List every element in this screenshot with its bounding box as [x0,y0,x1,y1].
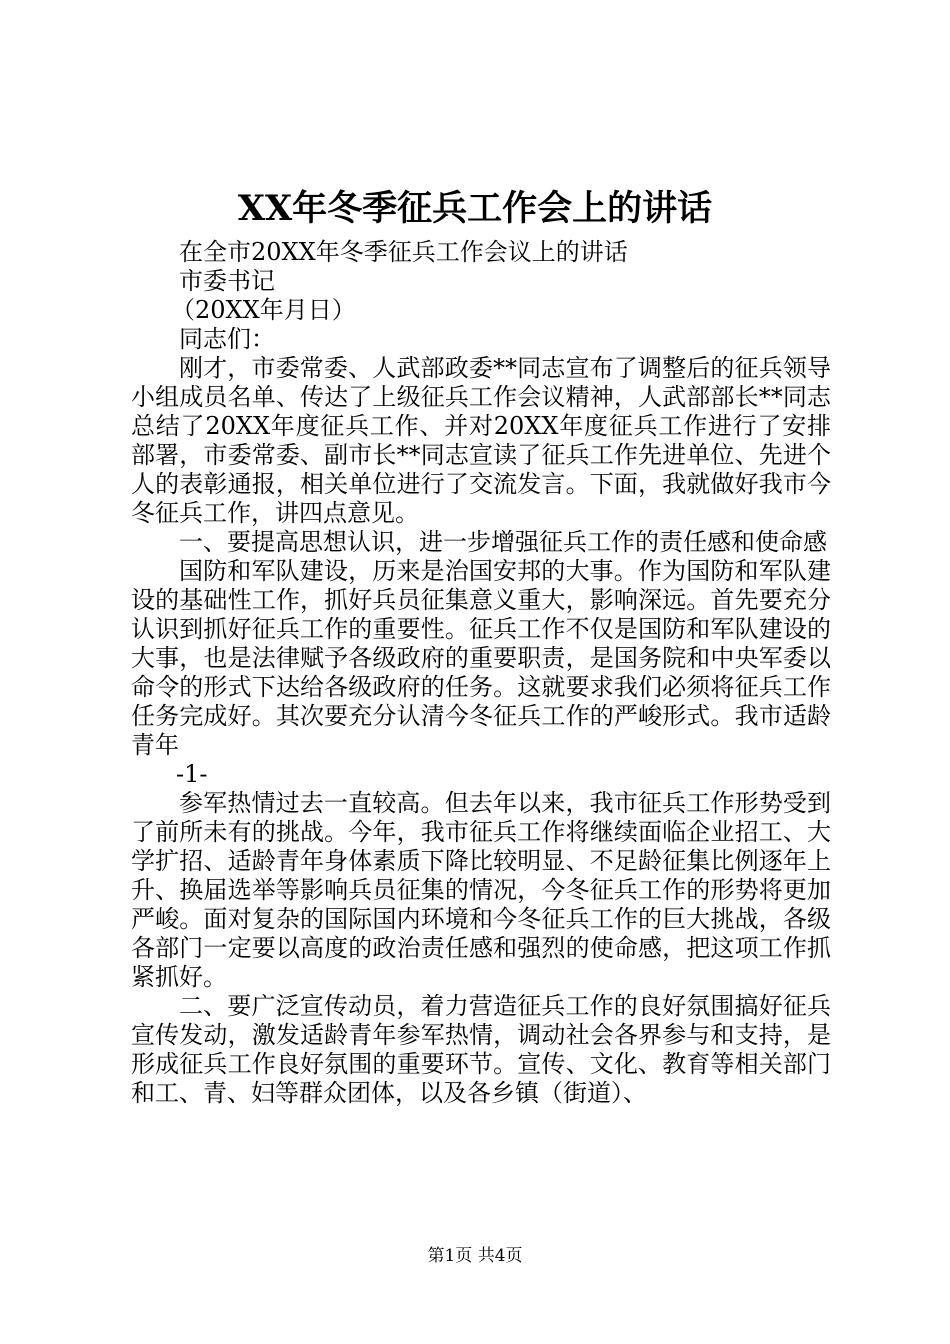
paragraph-section-1-cont: 参军热情过去一直较高。但去年以来，我市征兵工作形势受到了前所未有的挑战。今年，我市征兵工作将继续面临企业招工、大学扩招、适龄青年身体素质下降比较明显、不足龄征集比例逐年上升、换届选举等影响兵员征集的情况，今冬征兵工作的形势将更加严峻。面对复杂的国际国内环境和今冬征兵工作的巨大挑战，各级各部门一定要以高度的政治责任感和强烈的使命感，把这项工作抓紧抓好。 [131,789,831,991]
section-heading-2: 二、要广泛宣传动员，着力营造征兵工作的良好氛围搞好征兵宣传发动，激发适龄青年参军热情，调动社会各界参与和支持，是形成征兵工作良好氛围的重要环节。宣传、文化、教育等相关部门和工、青、妇等群众团体，以及各乡镇（街道）、 [131,992,831,1107]
page-marker: -1- [176,760,208,788]
speech-date: （20XX年月日） [171,296,356,324]
speech-subtitle: 在全市20XX年冬季征兵工作会议上的讲话 [179,238,628,266]
document-title: XX年冬季征兵工作会上的讲话 [237,188,713,229]
salutation: 同志们： [179,325,275,353]
paragraph-section-1: 国防和军队建设，历来是治国安邦的大事。作为国防和军队建设的基础性工作，抓好兵员征集意义重大，影响深远。首先要充分认识到抓好征兵工作的重要性。征兵工作不仅是国防和军队建设的大事，也是法律赋予各级政府的重要职责，是国务院和中央军委以命令的形式下达给各级政府的任务。这就要求我们必须将征兵工作任务完成好。其次要充分认清今冬征兵工作的严峻形式。我市适龄青年 [131,557,831,759]
speaker-title: 市委书记 [179,267,275,295]
page-footer: 第1页 共4页 [427,1246,523,1266]
document-body [131,238,831,1108]
section-heading-1: 一、要提高思想认识，进一步增强征兵工作的责任感和使命感 [179,528,827,556]
paragraph-intro: 刚才，市委常委、人武部政委**同志宣布了调整后的征兵领导小组成员名单、传达了上级征兵工作会议精神，人武部部长**同志总结了20XX年度征兵工作、并对20XX年度征兵工作进行了安排部署，市委常委、副市长**同志宣读了征兵工作先进单位、先进个人的表彰通报，相关单位进行了交流发言。下面，我就做好我市今冬征兵工作，讲四点意见。 [131,354,831,527]
